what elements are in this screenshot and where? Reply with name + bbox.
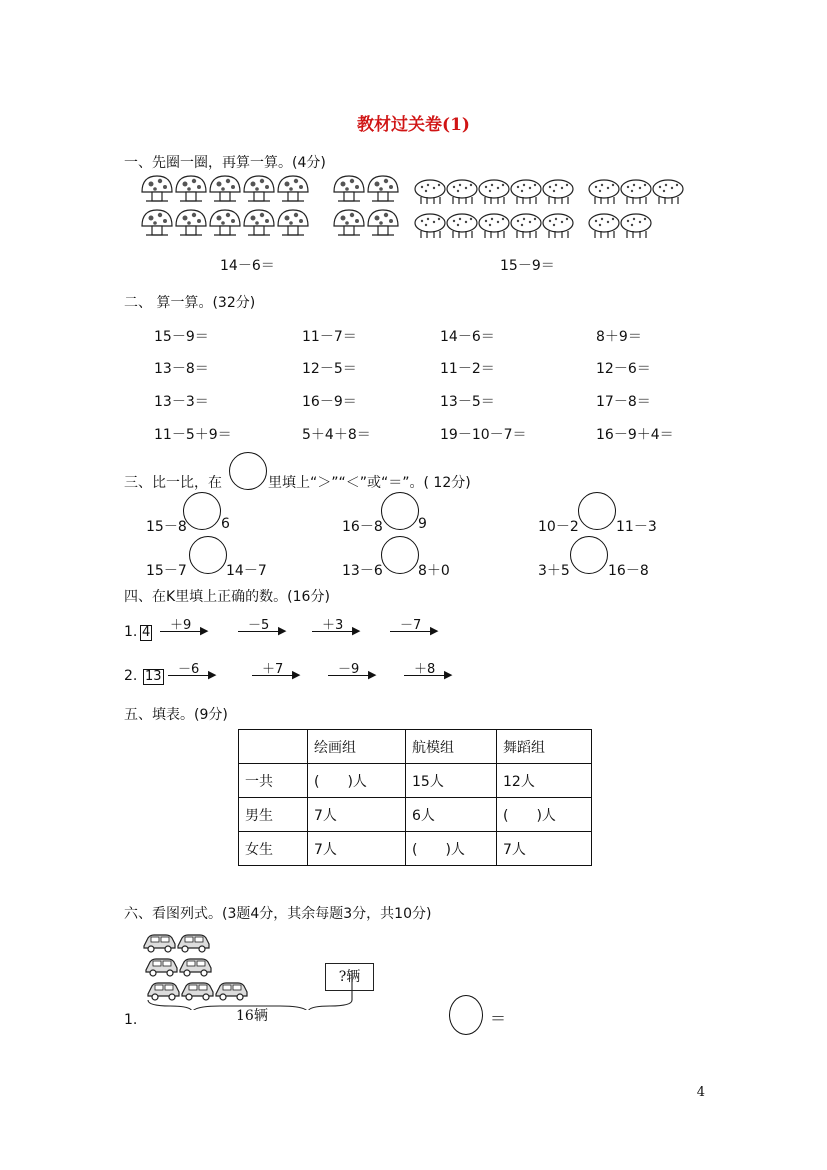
table-cell: 6人 xyxy=(406,798,497,832)
compare-right: 8＋0 xyxy=(418,563,450,579)
table-cell[interactable]: ( )人 xyxy=(308,764,406,798)
start-box: 4 xyxy=(142,625,151,640)
operation-arrow xyxy=(328,658,378,688)
calc-item: 11－7＝ xyxy=(302,329,357,345)
table-cell: 男生 xyxy=(239,798,308,832)
section-3-heading-b: 里填上“＞”“＜”或“＝”。( 12分) xyxy=(268,475,471,491)
calc-item: 16－9＝ xyxy=(302,394,357,410)
calc-item: 14－6＝ xyxy=(440,329,495,345)
calc-item: 13－3＝ xyxy=(154,394,209,410)
start-box: 13 xyxy=(145,669,162,684)
operation-label: ＋8 xyxy=(414,662,436,677)
operation-arrow xyxy=(312,614,362,644)
arrow-head-icon: ▶ xyxy=(200,624,209,637)
compare-circle[interactable] xyxy=(570,536,608,574)
table-cell: 舞蹈组 xyxy=(497,730,592,764)
section-1-eq2: 15－9＝ xyxy=(500,258,555,274)
operation-label: －7 xyxy=(400,618,422,633)
operation-label: －6 xyxy=(178,662,200,677)
compare-right: 16－8 xyxy=(608,563,649,579)
page-title: 教材过关卷(1) xyxy=(357,115,470,135)
section-3-heading-a: 三、比一比，在 xyxy=(124,475,222,491)
section-6-heading: 六、看图列式。(3题4分，其余每题3分，共10分) xyxy=(124,906,432,922)
calc-item: 16－9＋4＝ xyxy=(596,427,674,443)
arrow-head-icon: ▶ xyxy=(208,668,217,681)
arrow-head-icon: ▶ xyxy=(444,668,453,681)
operation-label: －5 xyxy=(248,618,270,633)
compare-right: 9 xyxy=(418,516,427,532)
table-cell: 7人 xyxy=(308,798,406,832)
compare-left: 16－8 xyxy=(342,519,383,535)
table-cell: 12人 xyxy=(497,764,592,798)
arrow-head-icon: ▶ xyxy=(430,624,439,637)
unknown-count-box: ?辆 xyxy=(325,963,374,991)
table-cell: 7人 xyxy=(308,832,406,866)
section-1-eq1: 14－6＝ xyxy=(220,258,275,274)
compare-circle[interactable] xyxy=(381,492,419,530)
section-4-heading: 四、在K里填上正确的数。(16分) xyxy=(124,589,330,605)
compare-left: 15－7 xyxy=(146,563,187,579)
row-2-number: 2. xyxy=(124,668,138,684)
equals-sign: ＝ xyxy=(490,1009,507,1028)
table-cell: 15人 xyxy=(406,764,497,798)
compare-right: 6 xyxy=(221,516,230,532)
calc-item: 11－2＝ xyxy=(440,361,495,377)
calc-item: 13－8＝ xyxy=(154,361,209,377)
table-row xyxy=(239,798,592,832)
table-row xyxy=(239,832,592,866)
question-1-number: 1. xyxy=(124,1012,138,1028)
page-number: 4 xyxy=(696,1085,705,1100)
compare-left: 13－6 xyxy=(342,563,383,579)
compare-right: 14－7 xyxy=(226,563,267,579)
operation-arrow xyxy=(168,658,218,688)
compare-circle[interactable] xyxy=(381,536,419,574)
mushroom-and-sheep-picture xyxy=(140,174,700,244)
table-cell[interactable]: ( )人 xyxy=(406,832,497,866)
calc-item: 13－5＝ xyxy=(440,394,495,410)
calc-item: 8＋9＝ xyxy=(596,329,642,345)
operation-label: ＋3 xyxy=(322,618,344,633)
table-cell: 女生 xyxy=(239,832,308,866)
operation-label: －9 xyxy=(338,662,360,677)
operation-arrow xyxy=(160,614,210,644)
table-cell xyxy=(239,730,308,764)
table-cell: 绘画组 xyxy=(308,730,406,764)
table-cell: 航模组 xyxy=(406,730,497,764)
table-row xyxy=(239,764,592,798)
group-table xyxy=(238,729,592,866)
operator-circle[interactable] xyxy=(449,995,483,1035)
table-header-row xyxy=(239,730,592,764)
section-2-heading: 二、 算一算。(32分) xyxy=(124,295,256,311)
total-count-label: 16辆 xyxy=(236,1008,268,1024)
compare-right: 11－3 xyxy=(616,519,657,535)
calc-item: 15－9＝ xyxy=(154,329,209,345)
row-1-number: 1. xyxy=(124,624,138,640)
operation-arrow xyxy=(390,614,440,644)
operation-label: ＋7 xyxy=(262,662,284,677)
calc-item: 11－5＋9＝ xyxy=(154,427,232,443)
operation-arrow xyxy=(252,658,302,688)
table-cell: 7人 xyxy=(497,832,592,866)
calc-item: 19－10－7＝ xyxy=(440,427,527,443)
calc-item: 5＋4＋8＝ xyxy=(302,427,371,443)
arrow-head-icon: ▶ xyxy=(292,668,301,681)
operation-arrow xyxy=(238,614,288,644)
calc-item: 17－8＝ xyxy=(596,394,651,410)
compare-circle[interactable] xyxy=(578,492,616,530)
section-1-heading: 一、先圈一圈，再算一算。(4分) xyxy=(124,155,326,171)
operation-label: ＋9 xyxy=(170,618,192,633)
operation-arrow xyxy=(404,658,454,688)
arrow-head-icon: ▶ xyxy=(368,668,377,681)
calc-item: 12－6＝ xyxy=(596,361,651,377)
compare-left: 10－2 xyxy=(538,519,579,535)
compare-circle[interactable] xyxy=(183,492,221,530)
arrow-head-icon: ▶ xyxy=(278,624,287,637)
table-cell: 一共 xyxy=(239,764,308,798)
compare-left: 15－8 xyxy=(146,519,187,535)
calc-item: 12－5＝ xyxy=(302,361,357,377)
compare-left: 3＋5 xyxy=(538,563,570,579)
arrow-head-icon: ▶ xyxy=(352,624,361,637)
section-5-heading: 五、填表。(9分) xyxy=(124,707,228,723)
circle-blank-icon xyxy=(229,452,267,490)
compare-circle[interactable] xyxy=(189,536,227,574)
table-cell[interactable]: ( )人 xyxy=(497,798,592,832)
